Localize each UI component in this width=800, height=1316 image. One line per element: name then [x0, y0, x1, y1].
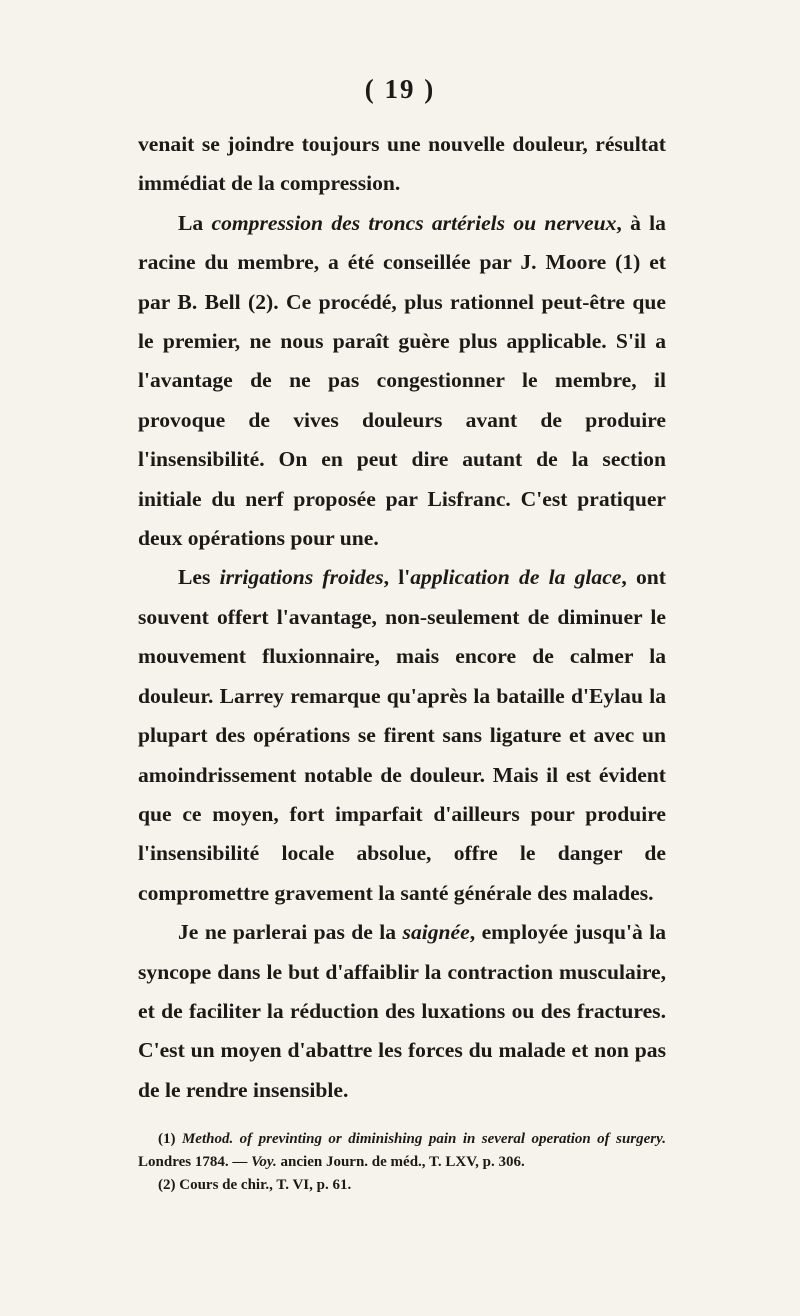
paragraph-2: [138, 204, 666, 559]
p3-start: Les: [178, 565, 220, 590]
footnote-2: (2) Cours de chir., T. VI, p. 61.: [158, 1177, 352, 1193]
body-text: [138, 125, 666, 1110]
paragraph-4: [138, 913, 666, 1110]
p3-emphasis-2: application de la glace: [410, 565, 622, 590]
p4-rest: , employée jusqu'à la syncope dans le but d'affaiblir la contraction musculaire, et de faciliter la réduction des luxations ou des fractures. C'est un moyen d'abattre les forces du malade et non pas de le rendre insensible.: [138, 920, 666, 1102]
p3-rest: , ont souvent offert l'avantage, non-seulement de diminuer le mouvement fluxionnaire, mais encore de calmer la douleur. Larrey remarque qu'après la bataille d'Eylau la plupart des opérations se firent sans ligature et avec un amoindrissement notable de douleur. Mais il est évident que ce moyen, fort imparfait d'ailleurs pour produire l'insensibilité locale absolue, offre le danger de compromettre gravement la santé générale des malades.: [138, 565, 666, 905]
paragraph-1: venait se joindre toujours une nouvelle douleur, résultat immédiat de la compression.: [138, 132, 666, 196]
p3-mid: , l': [383, 565, 411, 590]
p2-emphasis: compression des troncs artériels ou nerveux: [211, 210, 617, 235]
footnotes: [138, 1128, 666, 1197]
footnote-1: [138, 1128, 666, 1174]
page-number: ( 19 ): [364, 74, 436, 104]
p2-rest: , à la racine du membre, a été conseillée par J. Moore (1) et par B. Bell (2). Ce procédé, plus rationnel peut-être que le premier, ne nous paraît guère plus applicable. S'il a l'avantage de ne pas congestionner le membre, il provoque de vives douleurs avant de produire l'insensibilité. On en peut dire autant de la section initiale du nerf proposée par Lisfranc. C'est pratiquer deux opérations pour une.: [138, 210, 666, 551]
fn1-title: Method. of previnting or diminishing pain in several operation of surgery.: [181, 1131, 666, 1147]
p3-emphasis-1: irrigations froides: [219, 565, 384, 590]
fn1-rest: ancien Journ. de méd., T. LXV, p. 306.: [276, 1154, 525, 1170]
p4-emphasis: saignée: [402, 920, 470, 945]
p4-start: Je ne parlerai pas de la: [178, 920, 403, 945]
fn1-mid: Londres 1784. —: [138, 1154, 252, 1170]
fn1-voy: Voy.: [251, 1154, 277, 1170]
p2-start: La: [178, 210, 212, 235]
paragraph-3: [138, 558, 666, 913]
fn1-mark: (1): [158, 1131, 182, 1147]
